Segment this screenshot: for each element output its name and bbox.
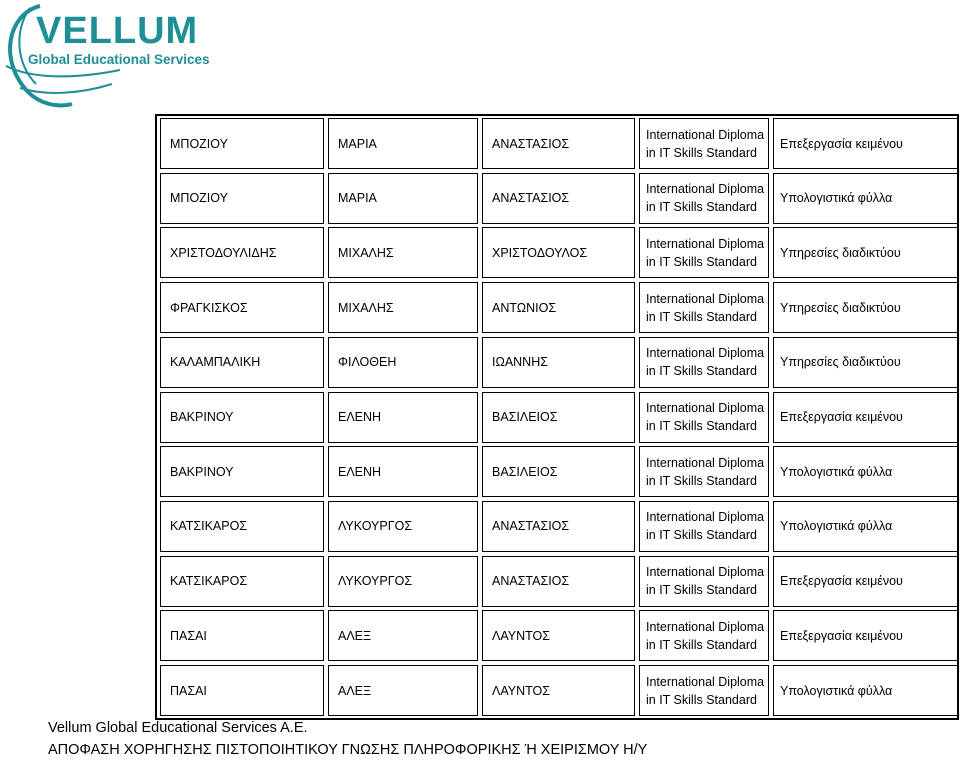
first-name-cell: ΛΥΚΟΥΡΓΟΣ [328, 556, 478, 607]
father-name-cell: ΑΝΑΣΤΑΣΙΟΣ [482, 556, 635, 607]
first-name-cell: ΜΙΧΑΛΗΣ [328, 282, 478, 333]
first-name-cell: ΜΙΧΑΛΗΣ [328, 227, 478, 278]
diploma-line-1: International Diploma [646, 619, 765, 634]
father-name-cell: ΑΝΑΣΤΑΣΙΟΣ [482, 173, 635, 224]
logo-subtitle: Global Educational Services [28, 52, 210, 67]
surname-cell: ΜΠΟΖΙΟΥ [160, 118, 324, 169]
diploma-line-2: in IT Skills Standard [646, 200, 757, 215]
diploma-line-2: in IT Skills Standard [646, 254, 757, 269]
module-cell: Υπολογιστικά φύλλα [773, 501, 958, 552]
diploma-line-1: International Diploma [646, 182, 765, 197]
father-name-cell: ΛΑΥΝΤΟΣ [482, 665, 635, 716]
footer-decision-title: ΑΠΟΦΑΣΗ ΧΟΡΗΓΗΣΗΣ ΠΙΣΤΟΠΟΙΗΤΙΚΟΥ ΓΝΩΣΗΣ ΠΛΗΡΟΦΟΡΙΚΗΣ Ή ΧΕΙΡΙΣΜΟΥ Η/Υ [48, 742, 648, 758]
diploma-line-2: in IT Skills Standard [646, 583, 757, 598]
first-name-cell: ΕΛΕΝΗ [328, 392, 478, 443]
diploma-cell [639, 173, 769, 224]
surname-cell: ΠΑΣΑΙ [160, 610, 324, 661]
vellum-logo [0, 0, 215, 112]
module-cell: Υπηρεσίες διαδικτύου [773, 282, 958, 333]
father-name-cell: ΙΩΑΝΝΗΣ [482, 337, 635, 388]
module-cell: Επεξεργασία κειμένου [773, 118, 958, 169]
father-name-cell: ΑΝΤΩΝΙΟΣ [482, 282, 635, 333]
diploma-cell [639, 665, 769, 716]
diploma-cell [639, 446, 769, 497]
diploma-line-2: in IT Skills Standard [646, 473, 757, 488]
surname-cell: ΜΠΟΖΙΟΥ [160, 173, 324, 224]
first-name-cell: ΕΛΕΝΗ [328, 446, 478, 497]
module-cell: Επεξεργασία κειμένου [773, 392, 958, 443]
surname-cell: ΒΑΚΡΙΝΟΥ [160, 392, 324, 443]
surname-cell: ΒΑΚΡΙΝΟΥ [160, 446, 324, 497]
father-name-cell: ΒΑΣΙΛΕΙΟΣ [482, 446, 635, 497]
diploma-line-2: in IT Skills Standard [646, 637, 757, 652]
module-cell: Επεξεργασία κειμένου [773, 556, 958, 607]
first-name-cell: ΜΑΡΙΑ [328, 118, 478, 169]
diploma-line-1: International Diploma [646, 401, 765, 415]
diploma-line-1: International Diploma [646, 236, 765, 251]
results-table [155, 114, 959, 720]
diploma-line-2: in IT Skills Standard [646, 692, 757, 707]
diploma-line-2: in IT Skills Standard [646, 528, 757, 543]
diploma-line-2: in IT Skills Standard [646, 364, 757, 379]
footer-company: Vellum Global Educational Services A.E. [48, 720, 308, 736]
diploma-cell [639, 118, 769, 169]
diploma-cell [639, 610, 769, 661]
diploma-line-2: in IT Skills Standard [646, 309, 757, 324]
father-name-cell: ΑΝΑΣΤΑΣΙΟΣ [482, 118, 635, 169]
first-name-cell: ΑΛΕΞ [328, 665, 478, 716]
diploma-line-2: in IT Skills Standard [646, 145, 757, 160]
diploma-cell [639, 392, 769, 443]
first-name-cell: ΛΥΚΟΥΡΓΟΣ [328, 501, 478, 552]
surname-cell: ΚΑΤΣΙΚΑΡΟΣ [160, 501, 324, 552]
diploma-line-1: International Diploma [646, 565, 765, 580]
module-cell: Υπολογιστικά φύλλα [773, 665, 958, 716]
logo-title: VELLUM [36, 10, 199, 52]
diploma-cell [639, 227, 769, 278]
surname-cell: ΦΡΑΓΚΙΣΚΟΣ [160, 282, 324, 333]
surname-cell: ΚΑΤΣΙΚΑΡΟΣ [160, 556, 324, 607]
diploma-cell [639, 282, 769, 333]
diploma-cell [639, 501, 769, 552]
module-cell: Υπηρεσίες διαδικτύου [773, 337, 958, 388]
father-name-cell: ΒΑΣΙΛΕΙΟΣ [482, 392, 635, 443]
diploma-line-2: in IT Skills Standard [646, 419, 757, 433]
first-name-cell: ΑΛΕΞ [328, 610, 478, 661]
surname-cell: ΚΑΛΑΜΠΑΛΙΚΗ [160, 337, 324, 388]
diploma-line-1: International Diploma [646, 674, 765, 689]
diploma-line-1: International Diploma [646, 510, 765, 525]
module-cell: Επεξεργασία κειμένου [773, 610, 958, 661]
surname-cell: ΠΑΣΑΙ [160, 665, 324, 716]
diploma-cell [639, 337, 769, 388]
surname-cell: ΧΡΙΣΤΟΔΟΥΛΙΔΗΣ [160, 227, 324, 278]
diploma-line-1: International Diploma [646, 127, 765, 142]
diploma-line-1: International Diploma [646, 346, 765, 361]
first-name-cell: ΜΑΡΙΑ [328, 173, 478, 224]
father-name-cell: ΧΡΙΣΤΟΔΟΥΛΟΣ [482, 227, 635, 278]
module-cell: Υπολογιστικά φύλλα [773, 173, 958, 224]
father-name-cell: ΑΝΑΣΤΑΣΙΟΣ [482, 501, 635, 552]
module-cell: Υπολογιστικά φύλλα [773, 446, 958, 497]
first-name-cell: ΦΙΛΟΘΕΗ [328, 337, 478, 388]
diploma-line-1: International Diploma [646, 291, 765, 306]
module-cell: Υπηρεσίες διαδικτύου [773, 227, 958, 278]
diploma-cell [639, 556, 769, 607]
diploma-line-1: International Diploma [646, 455, 765, 470]
father-name-cell: ΛΑΥΝΤΟΣ [482, 610, 635, 661]
